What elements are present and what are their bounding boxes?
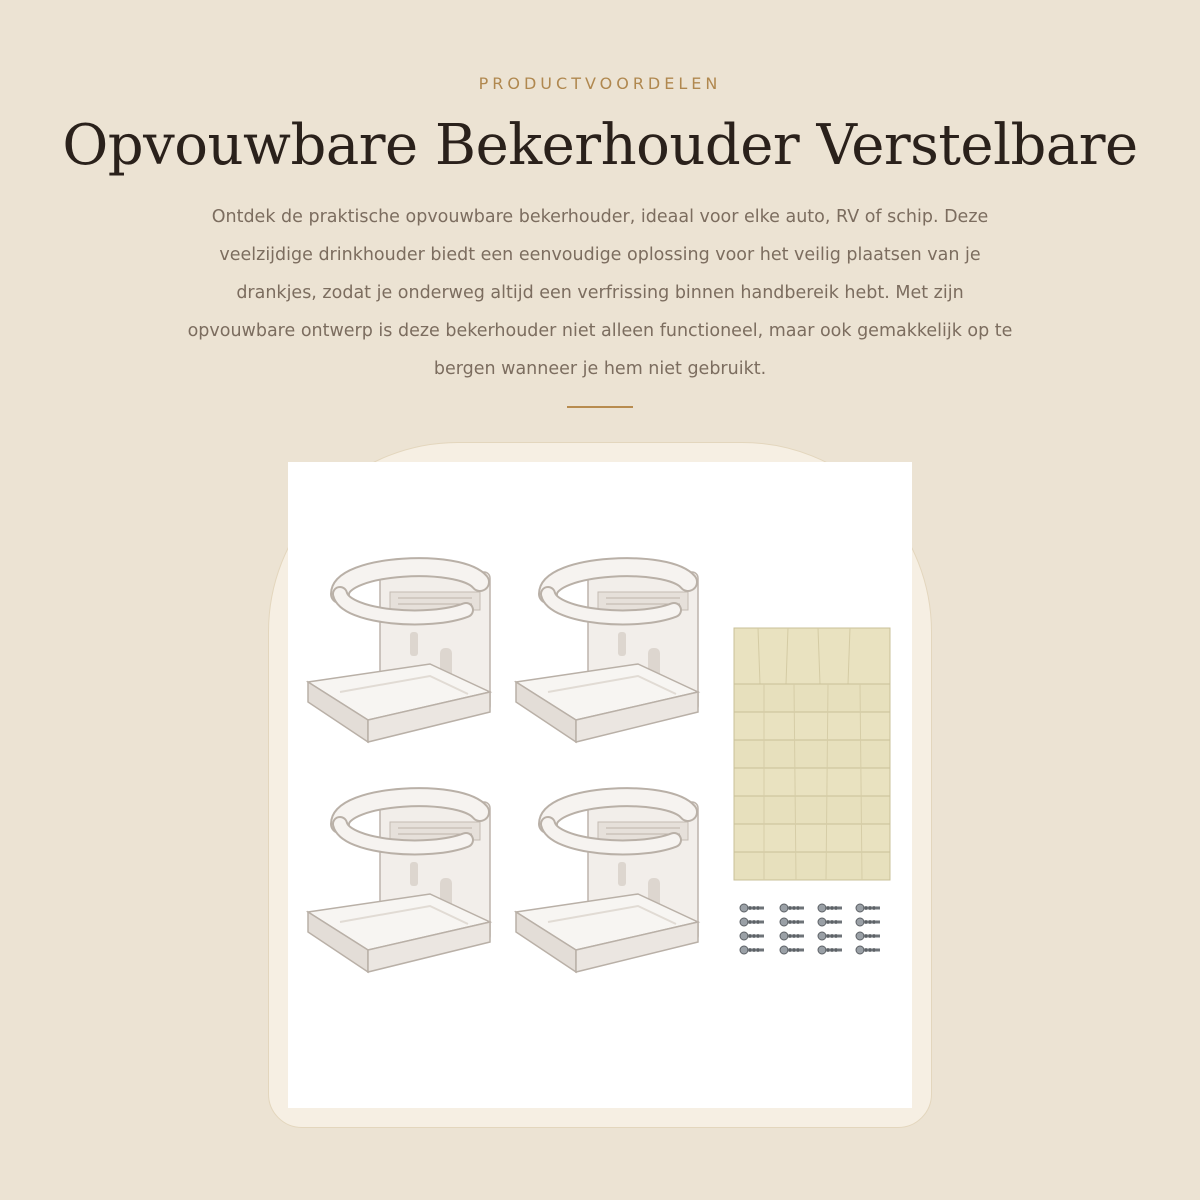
cup-holder-3 [308,797,490,972]
section-title: Opvouwbare Bekerhouder Verstelbare [62,113,1138,178]
adhesive-pads [734,628,890,880]
cup-holder-1 [308,567,490,742]
title-divider [567,406,633,408]
cup-holder-4 [516,797,698,972]
product-illustration [288,462,912,1108]
product-photo [288,462,912,1108]
cup-holder-2 [516,567,698,742]
section-eyebrow: PRODUCTVOORDELEN [478,74,722,93]
section-description: Ontdek de praktische opvouwbare bekerhouder, ideaal voor elke auto, RV of schip. Deze veelzijdige drinkhouder biedt een eenvoudige oplossing voor het veilig plaatsen van je drankjes, zodat je onderweg altijd een verfrissing binnen handbereik hebt. Met zijn opvouwbare ontwerp is deze bekerhouder niet alleen functioneel, maar ook gemakkelijk op te bergen wanneer je hem niet gebruikt. [187,207,1013,379]
screws [740,904,880,954]
